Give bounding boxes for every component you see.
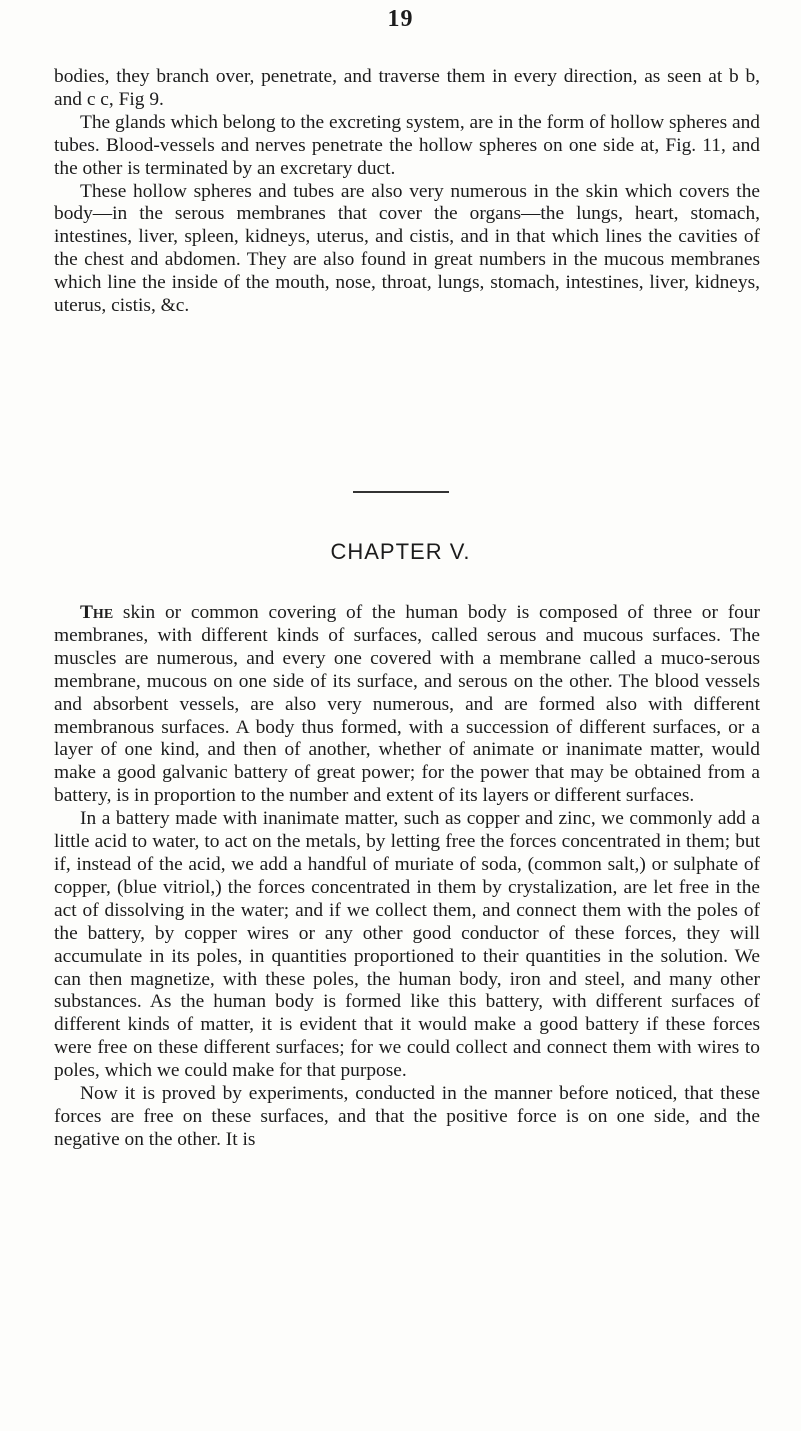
paragraph-lead-word: The [80,602,114,623]
paragraph-battery: In a battery made with inanimate matter, such as copper and zinc, we commonly add a little acid to water, to act on the metals, by letting free the forces concentrated in them; but if, instead of the acid, we add a handful of muriate of soda, (common salt,) or sulphate of copper, (blue vitriol,) the forces concentrated in them by crystalization, are let free in the act of dissolving in the water; and if we collect them, and connect them with the poles of the battery, by copper wires or any other good conductor of these forces, they will accumulate in its poles, in quantities proportioned to their quantities in the solution. We can then magnetize, with these poles, the human body, iron and steel, and many other substances. As the human body is formed like this battery, with different surfaces of different kinds of matter, it is evident that it would make a good battery if these forces were free on these different surfaces; for we could collect and connect them with wires to poles, which we could make for that purpose. [54,808,760,1082]
paragraph-experiments: Now it is proved by experiments, conducted in the manner before noticed, that these forces are free on these surfaces, and that the positive force is on one side, and the negative on the other. It is [54,1083,760,1150]
continued-text-block [54,66,760,318]
section-divider [353,491,449,493]
chapter-text-block [54,602,760,1152]
paragraph-skin-body: skin or common covering of the human body is composed of three or four membranes, with different kinds of surfaces, called serous and mucous surfaces. The muscles are numerous, and every one covered with a membrane called a muco-serous membrane, mucous on one side of its surface, and serous on the other. The blood vessels and absorbent vessels, are also very numerous, and are formed also with different membranous surfaces. A body thus formed, with a succession of different surfaces, or a layer of one kind, and then of another, whether of animate or inanimate matter, would make a good galvanic battery of great power; for the power that may be obtained from a battery, is in proportion to the number and extent of its layers or different surfaces. [54,602,760,807]
paragraph-hollow-spheres: These hollow spheres and tubes are also very numerous in the skin which covers the body—in the serous membranes that cover the organs—the lungs, heart, stomach, intestines, liver, spleen, kidneys, uterus, and cistis, and in that which lines the cavities of the chest and abdomen. They are also found in great numbers in the mucous membranes which line the inside of the mouth, nose, throat, lungs, stomach, intestines, liver, kidneys, uterus, cistis, &c. [54,180,760,317]
chapter-heading: CHAPTER V. [330,539,471,564]
page-number: 19 [387,6,414,32]
paragraph-skin [54,602,760,808]
paragraph-continued: bodies, they branch over, penetrate, and traverse them in every direction, as seen at b b, and c c, Fig 9. [54,66,760,110]
paragraph-glands: The glands which belong to the excreting system, are in the form of hollow spheres and tubes. Blood-vessels and nerves penetrate the hollow spheres on one side at, Fig. 11, and the other is terminated by an excretary duct. [54,111,760,179]
